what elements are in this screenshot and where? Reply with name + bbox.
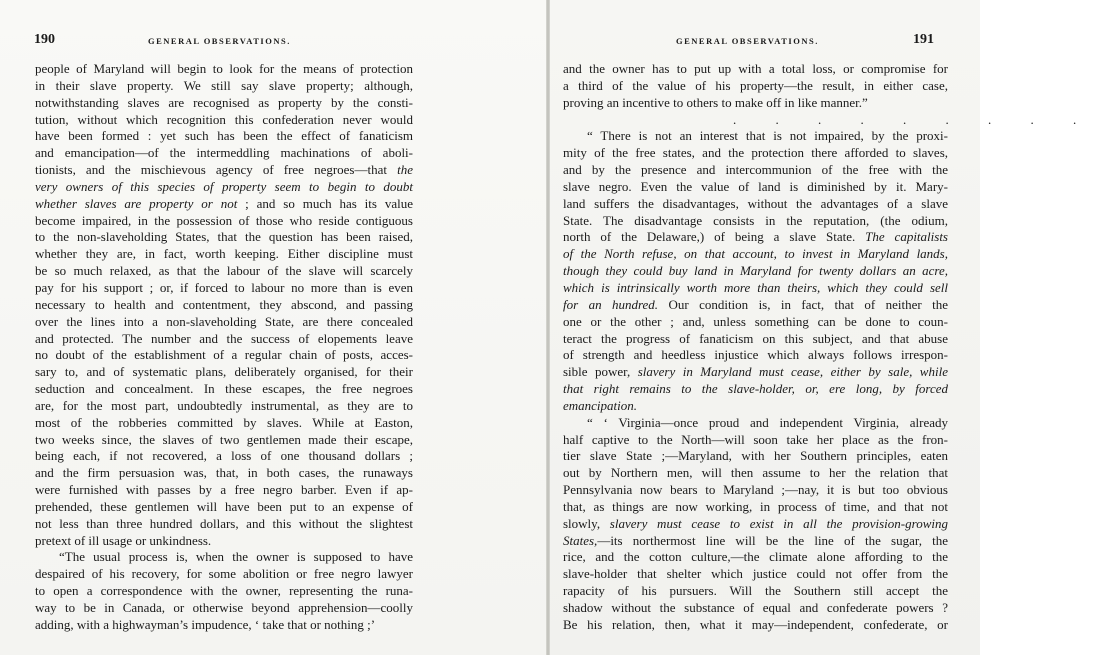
- text-run: notwithstanding slaves are recognised as property by the consti-: [35, 94, 413, 110]
- text-line: [35, 600, 413, 617]
- text-line: [35, 263, 413, 280]
- text-run: to open a correspondence with the owner, representing the runa-: [35, 583, 413, 599]
- left-page-number: 190: [34, 32, 55, 47]
- text-run: rice, and the cotton culture,—the climate alone affording to the: [563, 549, 948, 565]
- text-run: seduction and concealment. In these escapes, the free negroes: [35, 381, 413, 397]
- text-line: [35, 213, 413, 230]
- text-line: [35, 78, 413, 95]
- text-run: being each, if not recovered, a loss of one thousand dollars ;: [35, 448, 413, 464]
- text-line: [35, 280, 413, 297]
- text-line: [563, 61, 948, 78]
- text-line: [35, 364, 413, 381]
- text-line: [563, 78, 948, 95]
- text-line: [563, 415, 948, 432]
- text-line: [35, 196, 413, 213]
- text-line: [35, 95, 413, 112]
- text-line: [563, 583, 948, 600]
- text-line: [35, 331, 413, 348]
- text-run: —its northermost line will be the line of the sugar, the: [597, 532, 948, 548]
- italic-run: slavery in Maryland must cease, either by sale, while: [637, 364, 948, 380]
- text-line: [563, 196, 948, 213]
- text-line: [35, 128, 413, 145]
- text-line: [563, 128, 948, 145]
- text-line: [35, 448, 413, 465]
- text-run: mity of the free states, and the protection there afforded to slaves,: [563, 145, 948, 161]
- text-line: [563, 516, 948, 533]
- italic-run: emancipation.: [563, 397, 638, 413]
- text-run: sible power,: [563, 364, 638, 380]
- text-run: north of the Delaware,) of being a slave State.: [563, 229, 866, 245]
- text-run: State. The disadvantage consists in the reputation, (the odium,: [563, 212, 948, 228]
- text-run: slowly,: [563, 515, 610, 531]
- text-line: [35, 162, 413, 179]
- text-run: sary to, and of systematic plans, deliberately organised, for their: [35, 364, 413, 380]
- text-run: become impaired, in the possession of those who reside contiguous: [35, 212, 413, 228]
- text-line: [35, 297, 413, 314]
- text-line: [35, 145, 413, 162]
- text-run: adding, with a highwayman’s impudence, ‘ take that or nothing ;’: [35, 616, 376, 632]
- text-run: . . . . . . . . .: [733, 111, 1094, 127]
- text-line: [563, 432, 948, 449]
- text-line: [35, 549, 413, 566]
- text-line: [563, 95, 948, 112]
- left-page-text: [35, 61, 413, 634]
- text-run: and the firm persuasion was, that, in both cases, the runaways: [35, 465, 413, 481]
- italic-run: which is intrinsically worth more than theirs, which they could sell: [563, 279, 948, 295]
- text-run: pretext of ill usage or unkindness.: [35, 532, 212, 548]
- text-run: whether they are, in fact, worth keeping. Either discipline must: [35, 246, 413, 262]
- text-line: [563, 331, 948, 348]
- italic-run: very owners of this species of property seem to begin to doubt: [35, 178, 413, 194]
- text-line: [35, 381, 413, 398]
- text-line: [35, 482, 413, 499]
- text-run: and by the presence and intercommunion of the free with the: [563, 162, 948, 178]
- text-run: “The usual process is, when the owner is supposed to have: [59, 549, 413, 565]
- italic-run: The capitalists: [865, 229, 948, 245]
- text-run: proving an incentive to others to make off in like manner.”: [563, 94, 868, 110]
- text-run: were furnished with passes by a free negro barber. Even if ap-: [35, 482, 413, 498]
- text-run: shadow without the substance of equal and confederate powers ?: [563, 600, 948, 615]
- text-line: [35, 229, 413, 246]
- text-run: tier slave State ;—Maryland, with her Southern principles, eaten: [563, 448, 948, 464]
- text-line: [563, 229, 948, 246]
- text-run: ; and so much has its value: [237, 195, 413, 211]
- text-run: land suffers the disadvantages, without the advantages of a slave: [563, 195, 948, 211]
- text-run: Be his relation, then, what it may—independent, confederate, or: [563, 616, 948, 632]
- text-line: [563, 347, 948, 364]
- text-run: teract the progress of fanaticism on this subject, and that abuse: [563, 330, 948, 346]
- text-run: be so much relaxed, as that the labour of the slave will scarcely: [35, 263, 413, 279]
- text-run: and emancipation—of the intermeddling machinations of aboli-: [35, 145, 413, 161]
- text-line: [563, 499, 948, 516]
- text-run: tionists, and the mischievous agency of free negroes—that: [35, 162, 398, 178]
- text-line: [563, 533, 948, 550]
- text-line: [563, 280, 948, 297]
- text-run: have been formed : yet such has been the effect of fanaticism: [35, 128, 413, 144]
- text-line: [35, 533, 413, 550]
- text-run: despaired of his recovery, for some abolition or free negro lawyer: [35, 566, 413, 582]
- text-run: not less than three hundred dollars, and this without the slightest: [35, 515, 413, 531]
- right-page-number: 191: [913, 32, 934, 47]
- text-run: and protected. The number and the success of elopements leave: [35, 330, 413, 346]
- text-line: [563, 448, 948, 465]
- italic-run: for an hundred.: [563, 296, 659, 312]
- text-run: are, for the most part, undoubtedly instrumental, as they are to: [35, 397, 413, 413]
- text-line: [563, 381, 948, 398]
- text-run: no doubt of the establishment of a regular chain of posts, acces-: [35, 347, 413, 363]
- text-run: necessary to health and contentment, they abscond, and passing: [35, 296, 413, 312]
- text-line: [563, 600, 948, 617]
- text-run: “ ‘ Virginia—once proud and independent Virginia, already: [587, 414, 948, 430]
- text-line: [563, 162, 948, 179]
- text-line: [35, 398, 413, 415]
- text-run: most of the robberies committed by slaves. While at Easton,: [35, 414, 413, 430]
- text-run: tution, without which recognition this confederation never would: [35, 111, 413, 127]
- italic-run: the: [397, 162, 413, 178]
- text-run: way to be in Canada, or otherwise beyond apprehension—coolly: [35, 600, 413, 615]
- text-run: slave negro. Even the value of land is diminished by it. Mary-: [563, 178, 948, 194]
- text-line: [563, 297, 948, 314]
- text-line: [563, 617, 948, 634]
- text-line: [35, 516, 413, 533]
- text-run: and the owner has to put up with a total loss, or compromise for: [563, 61, 948, 76]
- text-line: [563, 314, 948, 331]
- right-running-head: GENERAL OBSERVATIONS.: [676, 36, 819, 46]
- text-line: [35, 415, 413, 432]
- text-run: Our condition is, in fact, that of neither the: [658, 296, 948, 312]
- text-line: [563, 246, 948, 263]
- italic-run: though they could buy land in Maryland for twenty dollars an acre,: [563, 263, 948, 279]
- text-line: [35, 432, 413, 449]
- text-run: Pennsylvania now bears to Maryland ;—nay, it is but too obvious: [563, 482, 948, 498]
- text-line: [35, 347, 413, 364]
- text-line: [563, 549, 948, 566]
- text-line: [35, 246, 413, 263]
- text-line: [35, 314, 413, 331]
- text-line: [563, 263, 948, 280]
- text-run: one or the other ; and, unless something can be done to coun-: [563, 313, 948, 329]
- left-running-head: GENERAL OBSERVATIONS.: [148, 36, 291, 46]
- italic-run: that right remains to the slave-holder, or, ere long, by forced: [563, 381, 948, 397]
- text-run: in their slave property. We still say slave property; although,: [35, 77, 413, 93]
- text-line: [563, 566, 948, 583]
- text-run: people of Maryland will begin to look for the means of protection: [35, 61, 413, 76]
- text-run: half captive to the North—will soon take her place as the fron-: [563, 431, 948, 447]
- right-page: [550, 0, 1094, 655]
- text-run: of strength and heedless injustice which always follows irrespon-: [563, 347, 948, 363]
- text-line: [563, 398, 948, 415]
- text-line: [563, 179, 948, 196]
- text-line: [563, 145, 948, 162]
- text-line: [35, 179, 413, 196]
- left-page: [0, 0, 546, 655]
- italic-run: whether slaves are property or not: [35, 195, 238, 211]
- text-line: [563, 213, 948, 230]
- italic-run: slavery must cease to exist in all the provision-growing: [609, 515, 948, 531]
- text-run: two weeks since, the slaves of two gentlemen made their escape,: [35, 431, 413, 447]
- text-line: [563, 364, 948, 381]
- text-line: [563, 482, 948, 499]
- text-line: [35, 617, 413, 634]
- text-line: [563, 111, 1094, 129]
- italic-run: of the North refuse, on that account, to invest in Maryland lands,: [563, 246, 948, 262]
- text-line: [35, 112, 413, 129]
- text-run: to the non-slaveholding States, that the question has been raised,: [35, 229, 413, 245]
- text-run: pay for his support ; or, if forced to labour no more than is even: [35, 279, 413, 295]
- text-run: over the lines into a non-slaveholding State, are there concealed: [35, 313, 413, 329]
- text-line: [563, 465, 948, 482]
- text-line: [35, 566, 413, 583]
- right-page-text: [563, 61, 1094, 634]
- text-run: “ There is not an interest that is not impaired, by the proxi-: [587, 128, 948, 144]
- text-line: [35, 465, 413, 482]
- text-run: that, as things are now working, in process of time, and that not: [563, 498, 948, 514]
- text-run: a third of the value of his property—the result, in either case,: [563, 77, 948, 93]
- text-run: slave-holder that shelter which justice could not offer from the: [563, 566, 948, 582]
- text-line: [35, 583, 413, 600]
- text-line: [35, 61, 413, 78]
- text-line: [35, 499, 413, 516]
- text-run: rapacity of his pursuers. Will the Southern still accept the: [563, 583, 948, 599]
- text-run: prehended, these gentlemen will have been put to an expense of: [35, 498, 413, 514]
- text-run: out by Northern men, will then assume to her the relation that: [563, 465, 948, 481]
- italic-run: States,: [563, 532, 598, 548]
